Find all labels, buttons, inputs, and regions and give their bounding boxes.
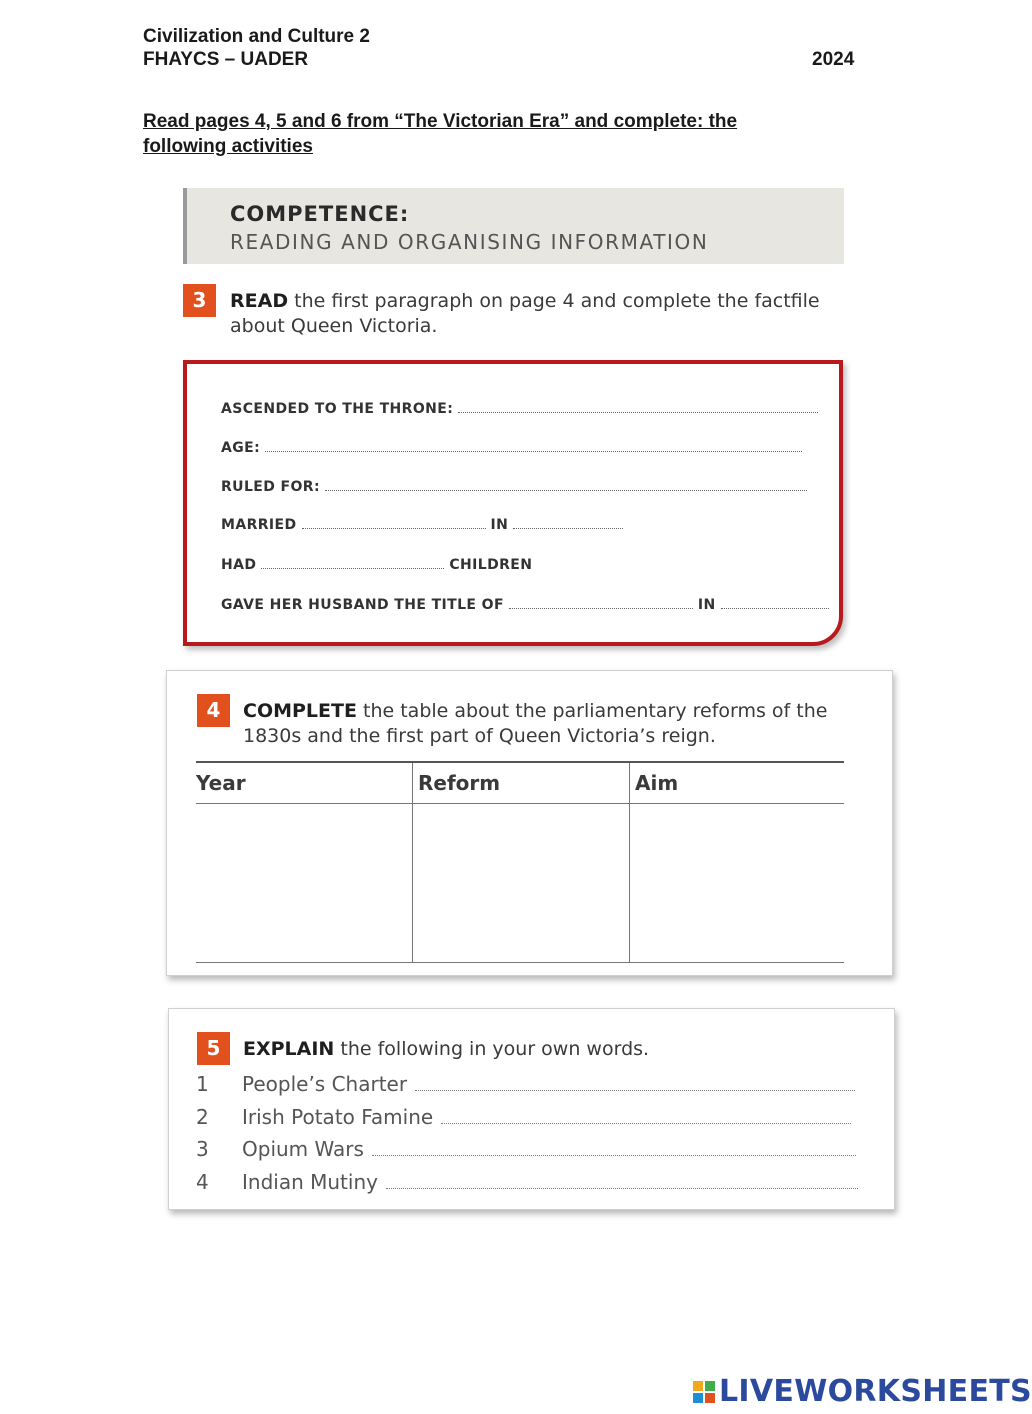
logo-square bbox=[693, 1381, 703, 1391]
factfile-married-label: MARRIED bbox=[221, 517, 297, 533]
logo-square bbox=[705, 1393, 715, 1403]
year-cell[interactable] bbox=[196, 804, 413, 963]
task4-instruction bbox=[243, 699, 853, 749]
course-title: Civilization and Culture 2 bbox=[143, 26, 370, 47]
task5-instruction bbox=[243, 1037, 853, 1062]
item-number: 2 bbox=[196, 1105, 209, 1129]
reforms-table bbox=[196, 761, 844, 963]
task3-instruction bbox=[230, 289, 850, 339]
task3-text: the first paragraph on page 4 and complete the factfile about Queen Victoria. bbox=[230, 290, 820, 337]
reform-cell[interactable] bbox=[413, 804, 630, 963]
peoples-charter-answer-line[interactable] bbox=[415, 1076, 855, 1091]
factfile-ruled-label: RULED FOR: bbox=[221, 479, 320, 495]
column-reform: Reform bbox=[413, 762, 630, 804]
factfile-title-label: GAVE HER HUSBAND THE TITLE OF bbox=[221, 597, 504, 613]
task3-verb: READ bbox=[230, 290, 289, 312]
item-number: 1 bbox=[196, 1072, 209, 1096]
item-label: Opium Wars bbox=[242, 1137, 364, 1161]
married-year-answer-line[interactable] bbox=[513, 516, 623, 529]
title-year-answer-line[interactable] bbox=[721, 596, 829, 609]
factfile-box bbox=[183, 360, 843, 646]
item-label: Irish Potato Famine bbox=[242, 1105, 434, 1129]
logo-square bbox=[705, 1381, 715, 1391]
item-label: People’s Charter bbox=[242, 1072, 408, 1096]
task4-number: 4 bbox=[197, 694, 230, 727]
factfile-ruled-row bbox=[221, 478, 812, 495]
indian-mutiny-answer-line[interactable] bbox=[386, 1174, 858, 1189]
list-item bbox=[196, 1072, 855, 1096]
logo-grid-icon bbox=[693, 1381, 715, 1403]
list-item bbox=[196, 1137, 856, 1161]
year: 2024 bbox=[812, 49, 855, 70]
factfile-age-label: AGE: bbox=[221, 440, 261, 456]
item-label: Indian Mutiny bbox=[242, 1170, 378, 1194]
factfile-married-row bbox=[221, 516, 628, 533]
aim-cell[interactable] bbox=[630, 804, 845, 963]
task5-number: 5 bbox=[197, 1032, 230, 1065]
item-number: 3 bbox=[196, 1137, 209, 1161]
instructions: Read pages 4, 5 and 6 from “The Victorian Era” and complete: the following activities bbox=[143, 111, 738, 157]
factfile-title-in-label: IN bbox=[697, 597, 716, 613]
married-answer-line[interactable] bbox=[302, 516, 486, 529]
reforms-table-header bbox=[196, 762, 844, 804]
age-answer-line[interactable] bbox=[265, 439, 802, 452]
logo-text: LIVEWORKSHEETS bbox=[719, 1374, 1032, 1409]
task4-text: the table about the parliamentary reforms of the 1830s and the first part of Queen Victoria’s reign. bbox=[243, 700, 828, 747]
logo-square bbox=[693, 1393, 703, 1403]
title-answer-line[interactable] bbox=[509, 596, 693, 609]
factfile-title-row bbox=[221, 596, 834, 613]
factfile-children-row bbox=[221, 556, 532, 573]
competence-banner bbox=[183, 188, 844, 264]
factfile-ascended-label: ASCENDED TO THE THRONE: bbox=[221, 401, 454, 417]
competence-subtitle: READING AND ORGANISING INFORMATION bbox=[230, 230, 709, 254]
task5-verb: EXPLAIN bbox=[243, 1038, 335, 1060]
factfile-had-label: HAD bbox=[221, 557, 257, 573]
factfile-married-in-label: IN bbox=[490, 517, 509, 533]
competence-title: COMPETENCE: bbox=[230, 202, 410, 226]
opium-wars-answer-line[interactable] bbox=[372, 1141, 856, 1156]
factfile-children-label: CHILDREN bbox=[449, 557, 533, 573]
task4-verb: COMPLETE bbox=[243, 700, 357, 722]
table-row bbox=[196, 804, 844, 963]
ruled-answer-line[interactable] bbox=[325, 478, 807, 491]
children-answer-line[interactable] bbox=[261, 556, 444, 569]
task3-number: 3 bbox=[183, 284, 216, 317]
institution: FHAYCS – UADER bbox=[143, 49, 309, 70]
factfile-age-row bbox=[221, 439, 807, 456]
liveworksheets-logo[interactable] bbox=[693, 1374, 1032, 1409]
potato-famine-answer-line[interactable] bbox=[441, 1109, 851, 1124]
list-item bbox=[196, 1105, 851, 1129]
ascended-answer-line[interactable] bbox=[458, 400, 818, 413]
item-number: 4 bbox=[196, 1170, 209, 1194]
task5-text: the following in your own words. bbox=[334, 1038, 650, 1060]
column-year: Year bbox=[196, 762, 413, 804]
list-item bbox=[196, 1170, 858, 1194]
column-aim: Aim bbox=[630, 762, 845, 804]
factfile-ascended-row bbox=[221, 400, 823, 417]
